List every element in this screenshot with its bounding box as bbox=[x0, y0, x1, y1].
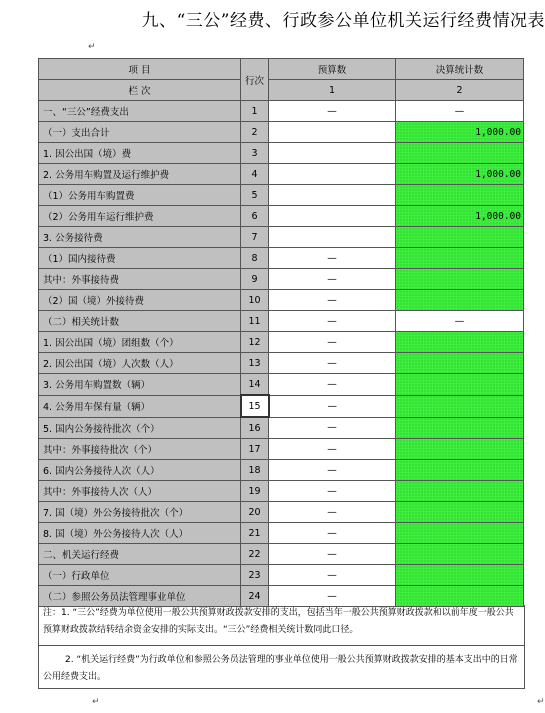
budget-cell[interactable] bbox=[269, 206, 396, 227]
note-2: 2. “机关运行经费”为行政单位和参照公务员法管理的事业单位使用一般公共预算财政拨款安排的基本支出中的日常公用经费支出。 bbox=[43, 655, 518, 682]
row-seq: 3 bbox=[241, 143, 269, 164]
budget-cell[interactable] bbox=[269, 164, 396, 185]
table-row bbox=[39, 185, 524, 206]
row-label: 7. 国（境）外公务接待批次（个） bbox=[39, 502, 241, 523]
table-row bbox=[39, 206, 524, 227]
budget-cell[interactable]: — bbox=[269, 481, 396, 502]
table-row bbox=[39, 122, 524, 143]
row-label: 1. 因公出国（境）费 bbox=[39, 143, 241, 164]
budget-cell[interactable]: — bbox=[269, 290, 396, 311]
note-2-wrap bbox=[39, 645, 524, 688]
row-label: （一）行政单位 bbox=[39, 565, 241, 586]
budget-cell[interactable]: — bbox=[269, 439, 396, 460]
final-cell[interactable]: — bbox=[396, 101, 524, 122]
row-label: （2）国（境）外接待费 bbox=[39, 290, 241, 311]
paragraph-mark: ↵ bbox=[88, 42, 96, 52]
final-cell[interactable] bbox=[396, 353, 524, 374]
expense-table bbox=[38, 58, 524, 607]
row-label: 4. 公务用车保有量（辆） bbox=[39, 395, 241, 417]
budget-cell[interactable]: — bbox=[269, 417, 396, 439]
row-label: 5. 国内公务接待批次（个） bbox=[39, 417, 241, 439]
row-label: 2. 公务用车购置及运行维护费 bbox=[39, 164, 241, 185]
page-title: 九、“三公”经费、行政参公单位机关运行经费情况表 bbox=[141, 11, 545, 31]
row-label: 3. 公务接待费 bbox=[39, 227, 241, 248]
budget-cell[interactable]: — bbox=[269, 374, 396, 396]
final-cell[interactable] bbox=[396, 227, 524, 248]
table-row bbox=[39, 332, 524, 353]
budget-cell[interactable]: — bbox=[269, 502, 396, 523]
table-row bbox=[39, 586, 524, 607]
table-row bbox=[39, 460, 524, 481]
row-seq: 18 bbox=[241, 460, 269, 481]
budget-cell[interactable]: — bbox=[269, 460, 396, 481]
final-cell[interactable] bbox=[396, 143, 524, 164]
table-row bbox=[39, 269, 524, 290]
final-cell[interactable] bbox=[396, 374, 524, 396]
budget-cell[interactable]: — bbox=[269, 269, 396, 290]
row-seq: 15 bbox=[241, 395, 269, 417]
notes-box bbox=[38, 605, 525, 689]
header-col1: 1 bbox=[269, 80, 396, 101]
row-seq: 10 bbox=[241, 290, 269, 311]
table-row bbox=[39, 101, 524, 122]
table-row bbox=[39, 417, 524, 439]
table-row bbox=[39, 523, 524, 544]
row-label: （一）支出合计 bbox=[39, 122, 241, 143]
final-cell[interactable] bbox=[396, 544, 524, 565]
header-row-1 bbox=[39, 59, 524, 80]
final-cell[interactable] bbox=[396, 248, 524, 269]
row-label: 6. 国内公务接待人次（人） bbox=[39, 460, 241, 481]
budget-cell[interactable]: — bbox=[269, 332, 396, 353]
table-row bbox=[39, 164, 524, 185]
header-col2: 2 bbox=[396, 80, 524, 101]
final-cell[interactable] bbox=[396, 586, 524, 607]
row-seq: 14 bbox=[241, 374, 269, 396]
table-row bbox=[39, 502, 524, 523]
table-row bbox=[39, 565, 524, 586]
header-row-2 bbox=[39, 80, 524, 101]
row-label: 3. 公务用车购置数（辆） bbox=[39, 374, 241, 396]
budget-cell[interactable]: — bbox=[269, 523, 396, 544]
paragraph-mark-bottom-right: ↵ bbox=[537, 697, 545, 707]
row-label: （2）公务用车运行维护费 bbox=[39, 206, 241, 227]
row-seq: 20 bbox=[241, 502, 269, 523]
row-seq: 2 bbox=[241, 122, 269, 143]
row-label: 其中：外事接待人次（人） bbox=[39, 481, 241, 502]
header-final: 决算统计数 bbox=[396, 59, 524, 80]
final-cell[interactable] bbox=[396, 417, 524, 439]
final-cell[interactable] bbox=[396, 439, 524, 460]
table-row bbox=[39, 311, 524, 332]
row-seq: 5 bbox=[241, 185, 269, 206]
budget-cell[interactable]: — bbox=[269, 586, 396, 607]
final-cell[interactable] bbox=[396, 395, 524, 417]
budget-cell[interactable]: — bbox=[269, 311, 396, 332]
header-lanci: 栏 次 bbox=[39, 80, 241, 101]
paragraph-mark-bottom: ↵ bbox=[92, 697, 100, 707]
budget-cell[interactable]: — bbox=[269, 353, 396, 374]
final-cell[interactable]: — bbox=[396, 311, 524, 332]
budget-cell[interactable] bbox=[269, 185, 396, 206]
table-row bbox=[39, 290, 524, 311]
final-cell[interactable] bbox=[396, 565, 524, 586]
row-seq: 12 bbox=[241, 332, 269, 353]
row-seq: 4 bbox=[241, 164, 269, 185]
final-cell[interactable] bbox=[396, 523, 524, 544]
budget-cell[interactable] bbox=[269, 143, 396, 164]
row-seq: 24 bbox=[241, 586, 269, 607]
row-label: 8. 国（境）外公务接待人次（人） bbox=[39, 523, 241, 544]
row-seq: 17 bbox=[241, 439, 269, 460]
row-label: （1）国内接待费 bbox=[39, 248, 241, 269]
final-cell[interactable]: 1,000.00 bbox=[396, 206, 524, 227]
final-cell[interactable] bbox=[396, 269, 524, 290]
row-label: 一、“三公”经费支出 bbox=[39, 101, 241, 122]
row-seq: 7 bbox=[241, 227, 269, 248]
final-cell[interactable] bbox=[396, 185, 524, 206]
table-row bbox=[39, 439, 524, 460]
row-label: 二、机关运行经费 bbox=[39, 544, 241, 565]
final-cell[interactable]: 1,000.00 bbox=[396, 164, 524, 185]
budget-cell[interactable]: — bbox=[269, 101, 396, 122]
budget-cell[interactable]: — bbox=[269, 395, 396, 417]
row-label: 1. 因公出国（境）团组数（个） bbox=[39, 332, 241, 353]
table-row bbox=[39, 248, 524, 269]
table-row bbox=[39, 544, 524, 565]
row-seq: 13 bbox=[241, 353, 269, 374]
header-budget: 预算数 bbox=[269, 59, 396, 80]
row-seq: 9 bbox=[241, 269, 269, 290]
row-label: 其中：外事接待费 bbox=[39, 269, 241, 290]
budget-cell[interactable] bbox=[269, 122, 396, 143]
table-row bbox=[39, 353, 524, 374]
header-seq: 行次 bbox=[241, 59, 269, 101]
table-row bbox=[39, 227, 524, 248]
row-label: （1）公务用车购置费 bbox=[39, 185, 241, 206]
header-item: 项 目 bbox=[39, 59, 241, 80]
final-cell[interactable]: 1,000.00 bbox=[396, 122, 524, 143]
table-row bbox=[39, 481, 524, 502]
row-seq: 22 bbox=[241, 544, 269, 565]
row-seq: 6 bbox=[241, 206, 269, 227]
final-cell[interactable] bbox=[396, 290, 524, 311]
row-label: 2. 因公出国（境）人次数（人） bbox=[39, 353, 241, 374]
row-seq: 19 bbox=[241, 481, 269, 502]
row-seq: 11 bbox=[241, 311, 269, 332]
row-seq: 16 bbox=[241, 417, 269, 439]
row-label: 其中：外事接待批次（个） bbox=[39, 439, 241, 460]
budget-cell[interactable]: — bbox=[269, 248, 396, 269]
table-row bbox=[39, 395, 524, 417]
row-seq: 21 bbox=[241, 523, 269, 544]
final-cell[interactable] bbox=[396, 481, 524, 502]
budget-cell[interactable] bbox=[269, 227, 396, 248]
row-seq: 1 bbox=[241, 101, 269, 122]
table-row bbox=[39, 143, 524, 164]
budget-cell[interactable]: — bbox=[269, 565, 396, 586]
row-seq: 8 bbox=[241, 248, 269, 269]
row-seq: 23 bbox=[241, 565, 269, 586]
row-label: （二）相关统计数 bbox=[39, 311, 241, 332]
final-cell[interactable] bbox=[396, 502, 524, 523]
note-1: 注：1. “三公”经费为单位使用一般公共预算财政拨款安排的支出，包括当年一般公共预算财政拨款和以前年度一般公共预算财政拨款结转结余资金安排的实际支出。“三公”经费相关统计数同此口径。 bbox=[43, 608, 514, 635]
row-label: （二）参照公务员法管理事业单位 bbox=[39, 586, 241, 607]
final-cell[interactable] bbox=[396, 460, 524, 481]
table-row bbox=[39, 374, 524, 396]
budget-cell[interactable]: — bbox=[269, 544, 396, 565]
final-cell[interactable] bbox=[396, 332, 524, 353]
